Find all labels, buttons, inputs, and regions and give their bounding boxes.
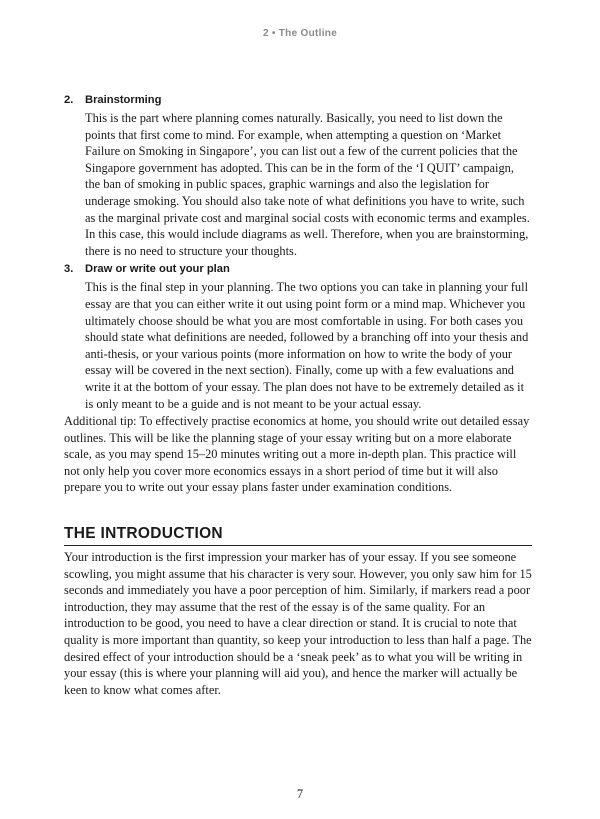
running-head: 2 • The Outline [262, 28, 338, 39]
section-heading: THE INTRODUCTION [64, 525, 532, 546]
list-item-text: This is the part where planning comes naturally. Basically, you need to list down the points that first come to mind. For example, when attempting a question on ‘Market Failure on Smoking in Singapore’, you can list out a few of the current policies that the Singapore government has adopted. This can be in the form of the ‘I QUIT’ campaign, the ban of smoking in public spaces, graphic warnings and also the legislation for underage smoking. You should also take note of what definitions you have to write, such as the marginal private cost and marginal social costs with economic terms and examples. In this case, this would include diagrams as well. Therefore, when you are brainstorming, there is no need to structure your thoughts. [85, 111, 530, 258]
list-item-title: Brainstorming [85, 94, 162, 106]
page-content [64, 92, 532, 698]
list-item-plan [64, 261, 532, 412]
list-item-number: 2. [64, 94, 74, 106]
page-number: 7 [296, 787, 304, 801]
additional-tip: Additional tip: To effectively practise economics at home, you should write out detailed essay outlines. This will be like the planning stage of your essay writing but on a more elaborate scale, as you may spend 15–20 minutes writing out a more in-depth plan. This practice will not only help you cover more economics essays in a short period of time but it will also prepare you to write out your essay plans faster under examination conditions. [64, 414, 530, 495]
section-paragraph: Your introduction is the first impression your marker has of your essay. If you see someone scowling, you might assume that his character is very sour. However, you only saw him for 15 seconds and immediately you have a poor perception of him. Similarly, if markers read a poor introduction, they may assume that the rest of the essay is of the same quality. For an introduction to be good, you need to have a clear direction or stand. It is crucial to note that quality is more important than quantity, so keep your introduction to less than half a page. The desired effect of your introduction should be a ‘sneak peek’ as to what you will be writing in your essay (this is where your planning will aid you), and hence the marker will actually be keen to know what comes after. [64, 550, 532, 697]
list-item-title: Draw or write out your plan [85, 263, 230, 276]
list-item-number: 3. [64, 263, 74, 276]
list-item-brainstorming [64, 92, 532, 259]
list-item-text: This is the final step in your planning. The two options you can take in planning your full essay are that you can either write it out using point form or a mind map. Whichever you ultimately choose should be what you are most comfortable in using. For both cases you should state what definitions are needed, followed by a branching off into your thesis and anti-thesis, or your various points (more information on how to write the body of your essay will be covered in the next section). Finally, come up with a few evaluations and write it at the bottom of your essay. The plan does not have to be extremely detailed as it is only meant to be a guide and is not meant to be your actual essay. [85, 280, 529, 411]
